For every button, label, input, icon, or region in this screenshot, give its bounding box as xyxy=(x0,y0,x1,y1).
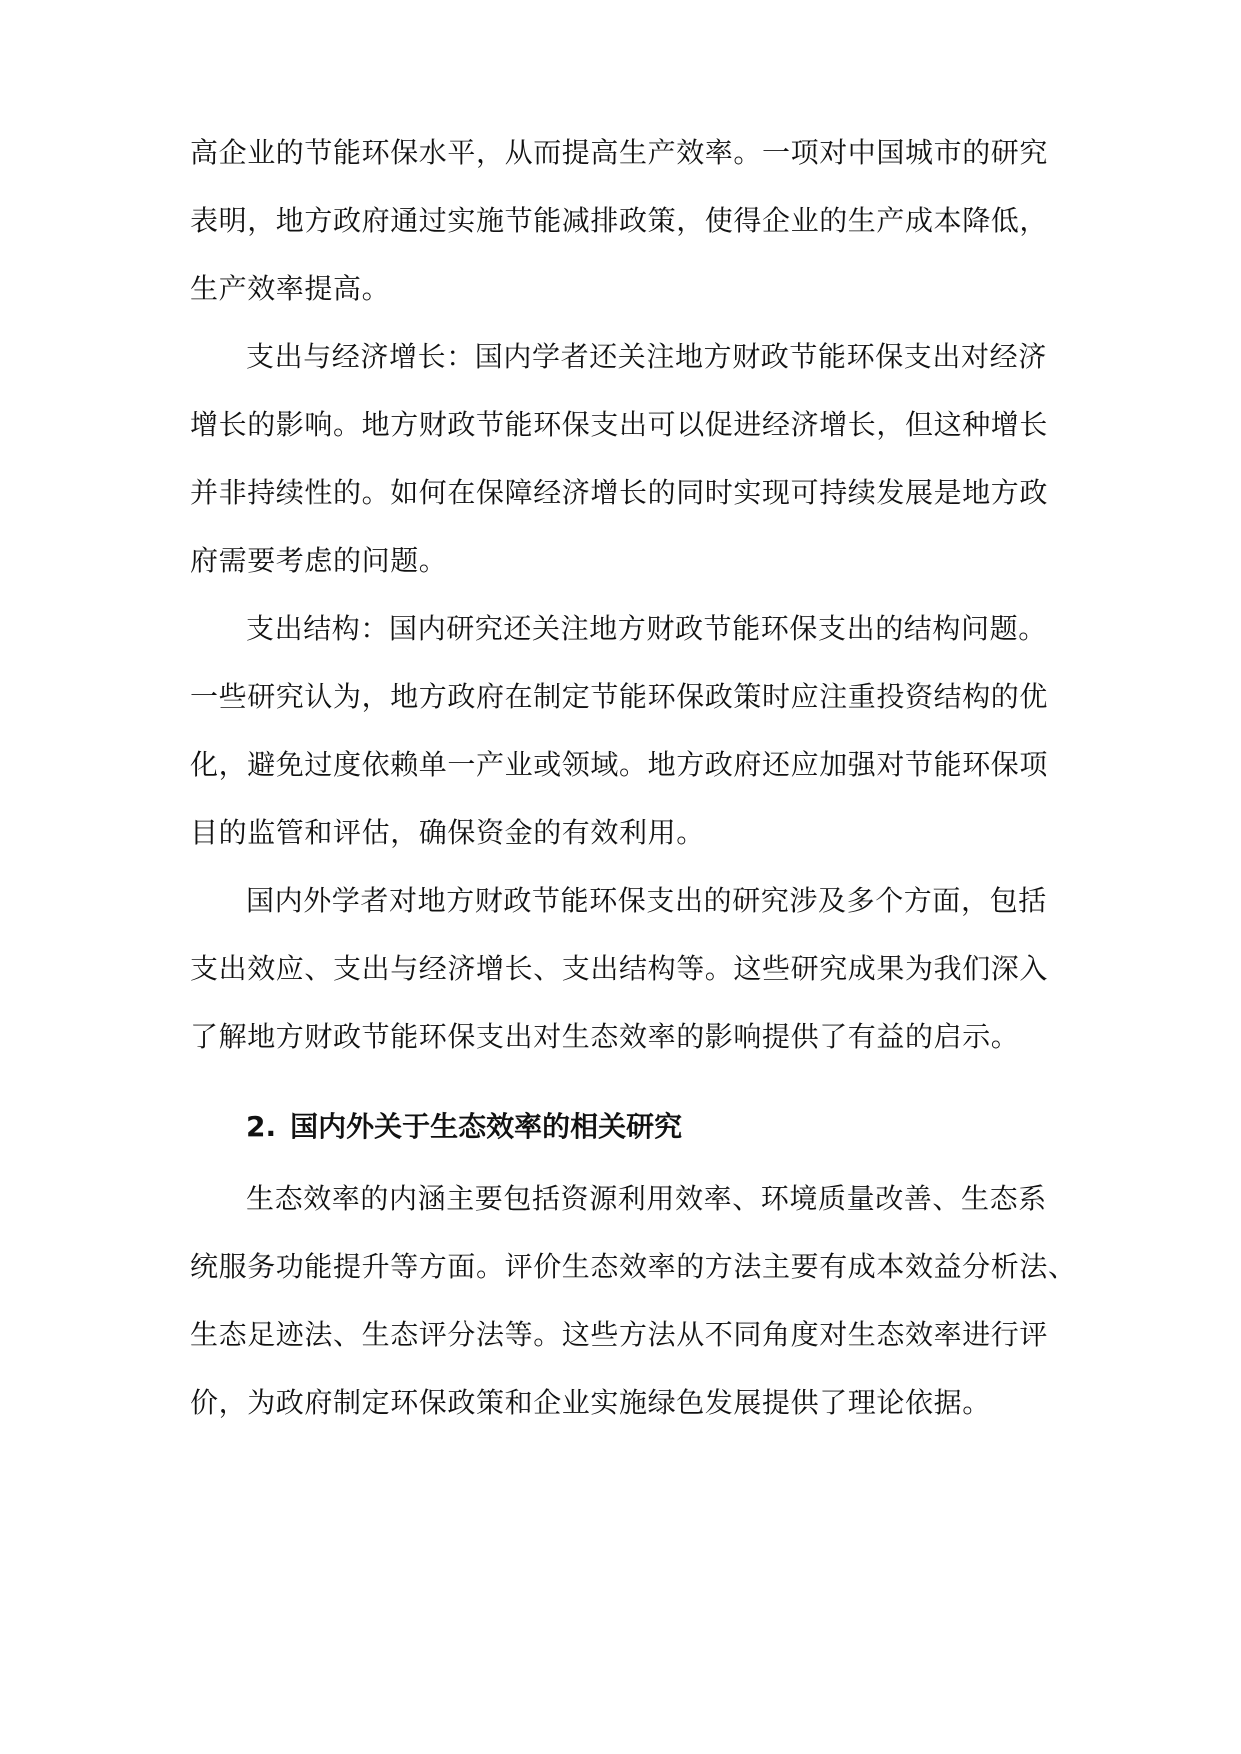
paragraph-line: 增长的影响。地方财政节能环保支出可以促进经济增长，但这种增长 xyxy=(190,408,1049,441)
paragraph-line: 了解地方财政节能环保支出对生态效率的影响提供了有益的启示。 xyxy=(190,1020,1020,1053)
paragraph-line: 府需要考虑的问题。 xyxy=(190,544,448,577)
paragraph-line: 支出结构：国内研究还关注地方财政节能环保支出的结构问题。 xyxy=(246,612,1047,645)
paragraph-line: 化，避免过度依赖单一产业或领域。地方政府还应加强对节能环保项 xyxy=(190,748,1049,781)
paragraph-line: 高企业的节能环保水平，从而提高生产效率。一项对中国城市的研究 xyxy=(190,136,1049,169)
paragraph-line: 生态效率的内涵主要包括资源利用效率、环境质量改善、生态系 xyxy=(246,1182,1047,1215)
paragraph-line: 价，为政府制定环保政策和企业实施绿色发展提供了理论依据。 xyxy=(190,1386,991,1419)
paragraph-line: 目的监管和评估，确保资金的有效利用。 xyxy=(190,816,705,849)
section-number: 2. xyxy=(246,1110,277,1143)
paragraph-line: 表明，地方政府通过实施节能减排政策，使得企业的生产成本降低， xyxy=(190,204,1049,237)
paragraph-line: 生态足迹法、生态评分法等。这些方法从不同角度对生态效率进行评 xyxy=(190,1318,1049,1351)
paragraph-line: 统服务功能提升等方面。评价生态效率的方法主要有成本效益分析法、 xyxy=(190,1250,1077,1283)
paragraph-line: 生产效率提高。 xyxy=(190,272,391,305)
section-heading xyxy=(246,1109,682,1145)
paragraph-line: 一些研究认为，地方政府在制定节能环保政策时应注重投资结构的优 xyxy=(190,680,1049,713)
paragraph-line: 支出与经济增长：国内学者还关注地方财政节能环保支出对经济 xyxy=(246,340,1047,373)
section-title: 国内外关于生态效率的相关研究 xyxy=(290,1110,683,1143)
paragraph-line: 国内外学者对地方财政节能环保支出的研究涉及多个方面，包括 xyxy=(246,884,1047,917)
paragraph-line: 并非持续性的。如何在保障经济增长的同时实现可持续发展是地方政 xyxy=(190,476,1049,509)
paragraph-line: 支出效应、支出与经济增长、支出结构等。这些研究成果为我们深入 xyxy=(190,952,1049,985)
